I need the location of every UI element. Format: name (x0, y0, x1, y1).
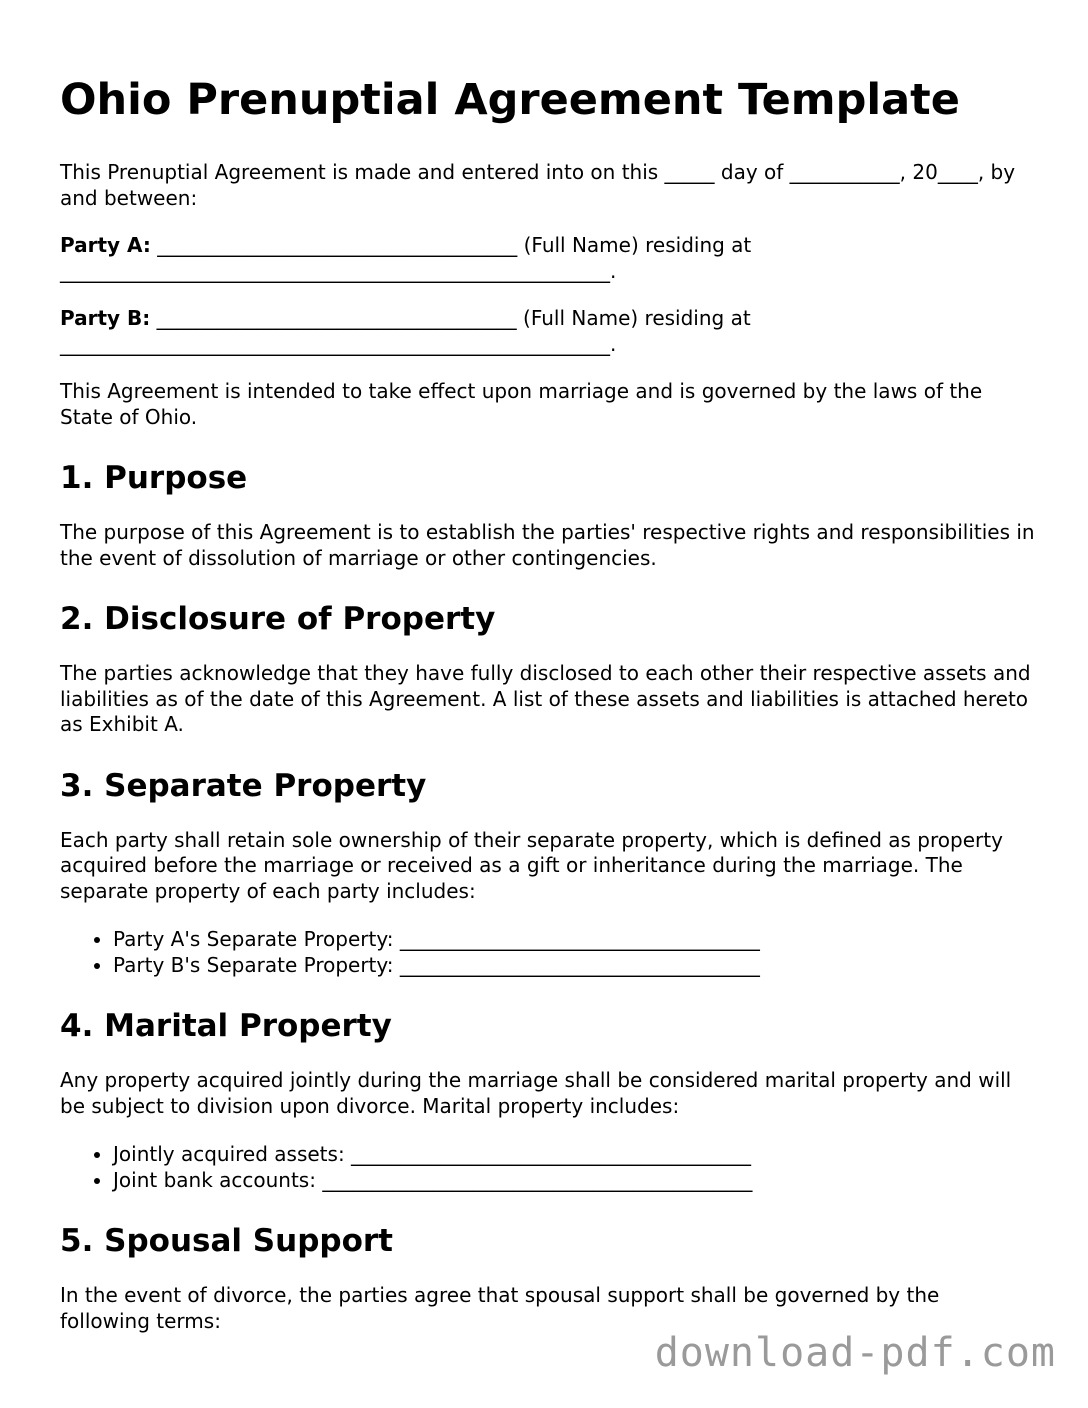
section-body-spousal-support: In the event of divorce, the parties agree that spousal support shall be governed by the following terms: (60, 1283, 940, 1333)
list-item: • Jointly acquired assets: ________________________________________ (113, 1141, 1035, 1167)
party-a-line (60, 233, 1035, 284)
section-heading-marital-property: 4. Marital Property (60, 1008, 392, 1044)
section-body-disclosure: The parties acknowledge that they have fully disclosed to each other their respective assets and liabilities as of the date of this Agreement. A list of these assets and liabilities is attached hereto as Exhibit A. (60, 661, 1031, 736)
party-b-label: Party B: (60, 306, 151, 330)
party-b-line (60, 306, 1035, 357)
watermark: download-pdf.com (654, 1330, 1056, 1376)
section-body-purpose: The purpose of this Agreement is to establish the parties' respective rights and responsibilities in the event of dissolution of marriage or other contingencies. (60, 520, 1035, 570)
party-a-text: ____________________________________ (Full Name) residing at _______________________________________________________. (60, 233, 752, 283)
section-body-separate-property: Each party shall retain sole ownership of their separate property, which is defined as property acquired before the marriage or received as a gift or inheritance during the marriage. The separate property of each party includes: (60, 827, 1003, 903)
list-item: • Joint bank accounts: ___________________________________________ (113, 1167, 1035, 1193)
intro-paragraph: This Prenuptial Agreement is made and entered into on this _____ day of ___________, 20____, by and between: (60, 160, 1016, 210)
document-page (60, 72, 1035, 1356)
separate-property-list (60, 926, 1035, 978)
document-title: Ohio Prenuptial Agreement Template (60, 75, 960, 125)
section-heading-spousal-support: 5. Spousal Support (60, 1223, 393, 1259)
party-b-text: ____________________________________ (Full Name) residing at _______________________________________________________. (60, 306, 751, 356)
section-body-marital-property: Any property acquired jointly during the marriage shall be considered marital property and will be subject to division upon divorce. Marital property includes: (60, 1068, 1012, 1118)
section-heading-disclosure: 2. Disclosure of Property (60, 601, 496, 637)
section-heading-purpose: 1. Purpose (60, 460, 248, 496)
party-a-label: Party A: (60, 233, 151, 257)
governing-law-paragraph: This Agreement is intended to take effect upon marriage and is governed by the laws of the State of Ohio. (60, 379, 983, 429)
list-item: • Party A's Separate Property: ____________________________________ (113, 926, 1035, 952)
list-item: • Party B's Separate Property: ____________________________________ (113, 952, 1035, 978)
marital-property-list (60, 1141, 1035, 1193)
section-heading-separate-property: 3. Separate Property (60, 767, 427, 804)
